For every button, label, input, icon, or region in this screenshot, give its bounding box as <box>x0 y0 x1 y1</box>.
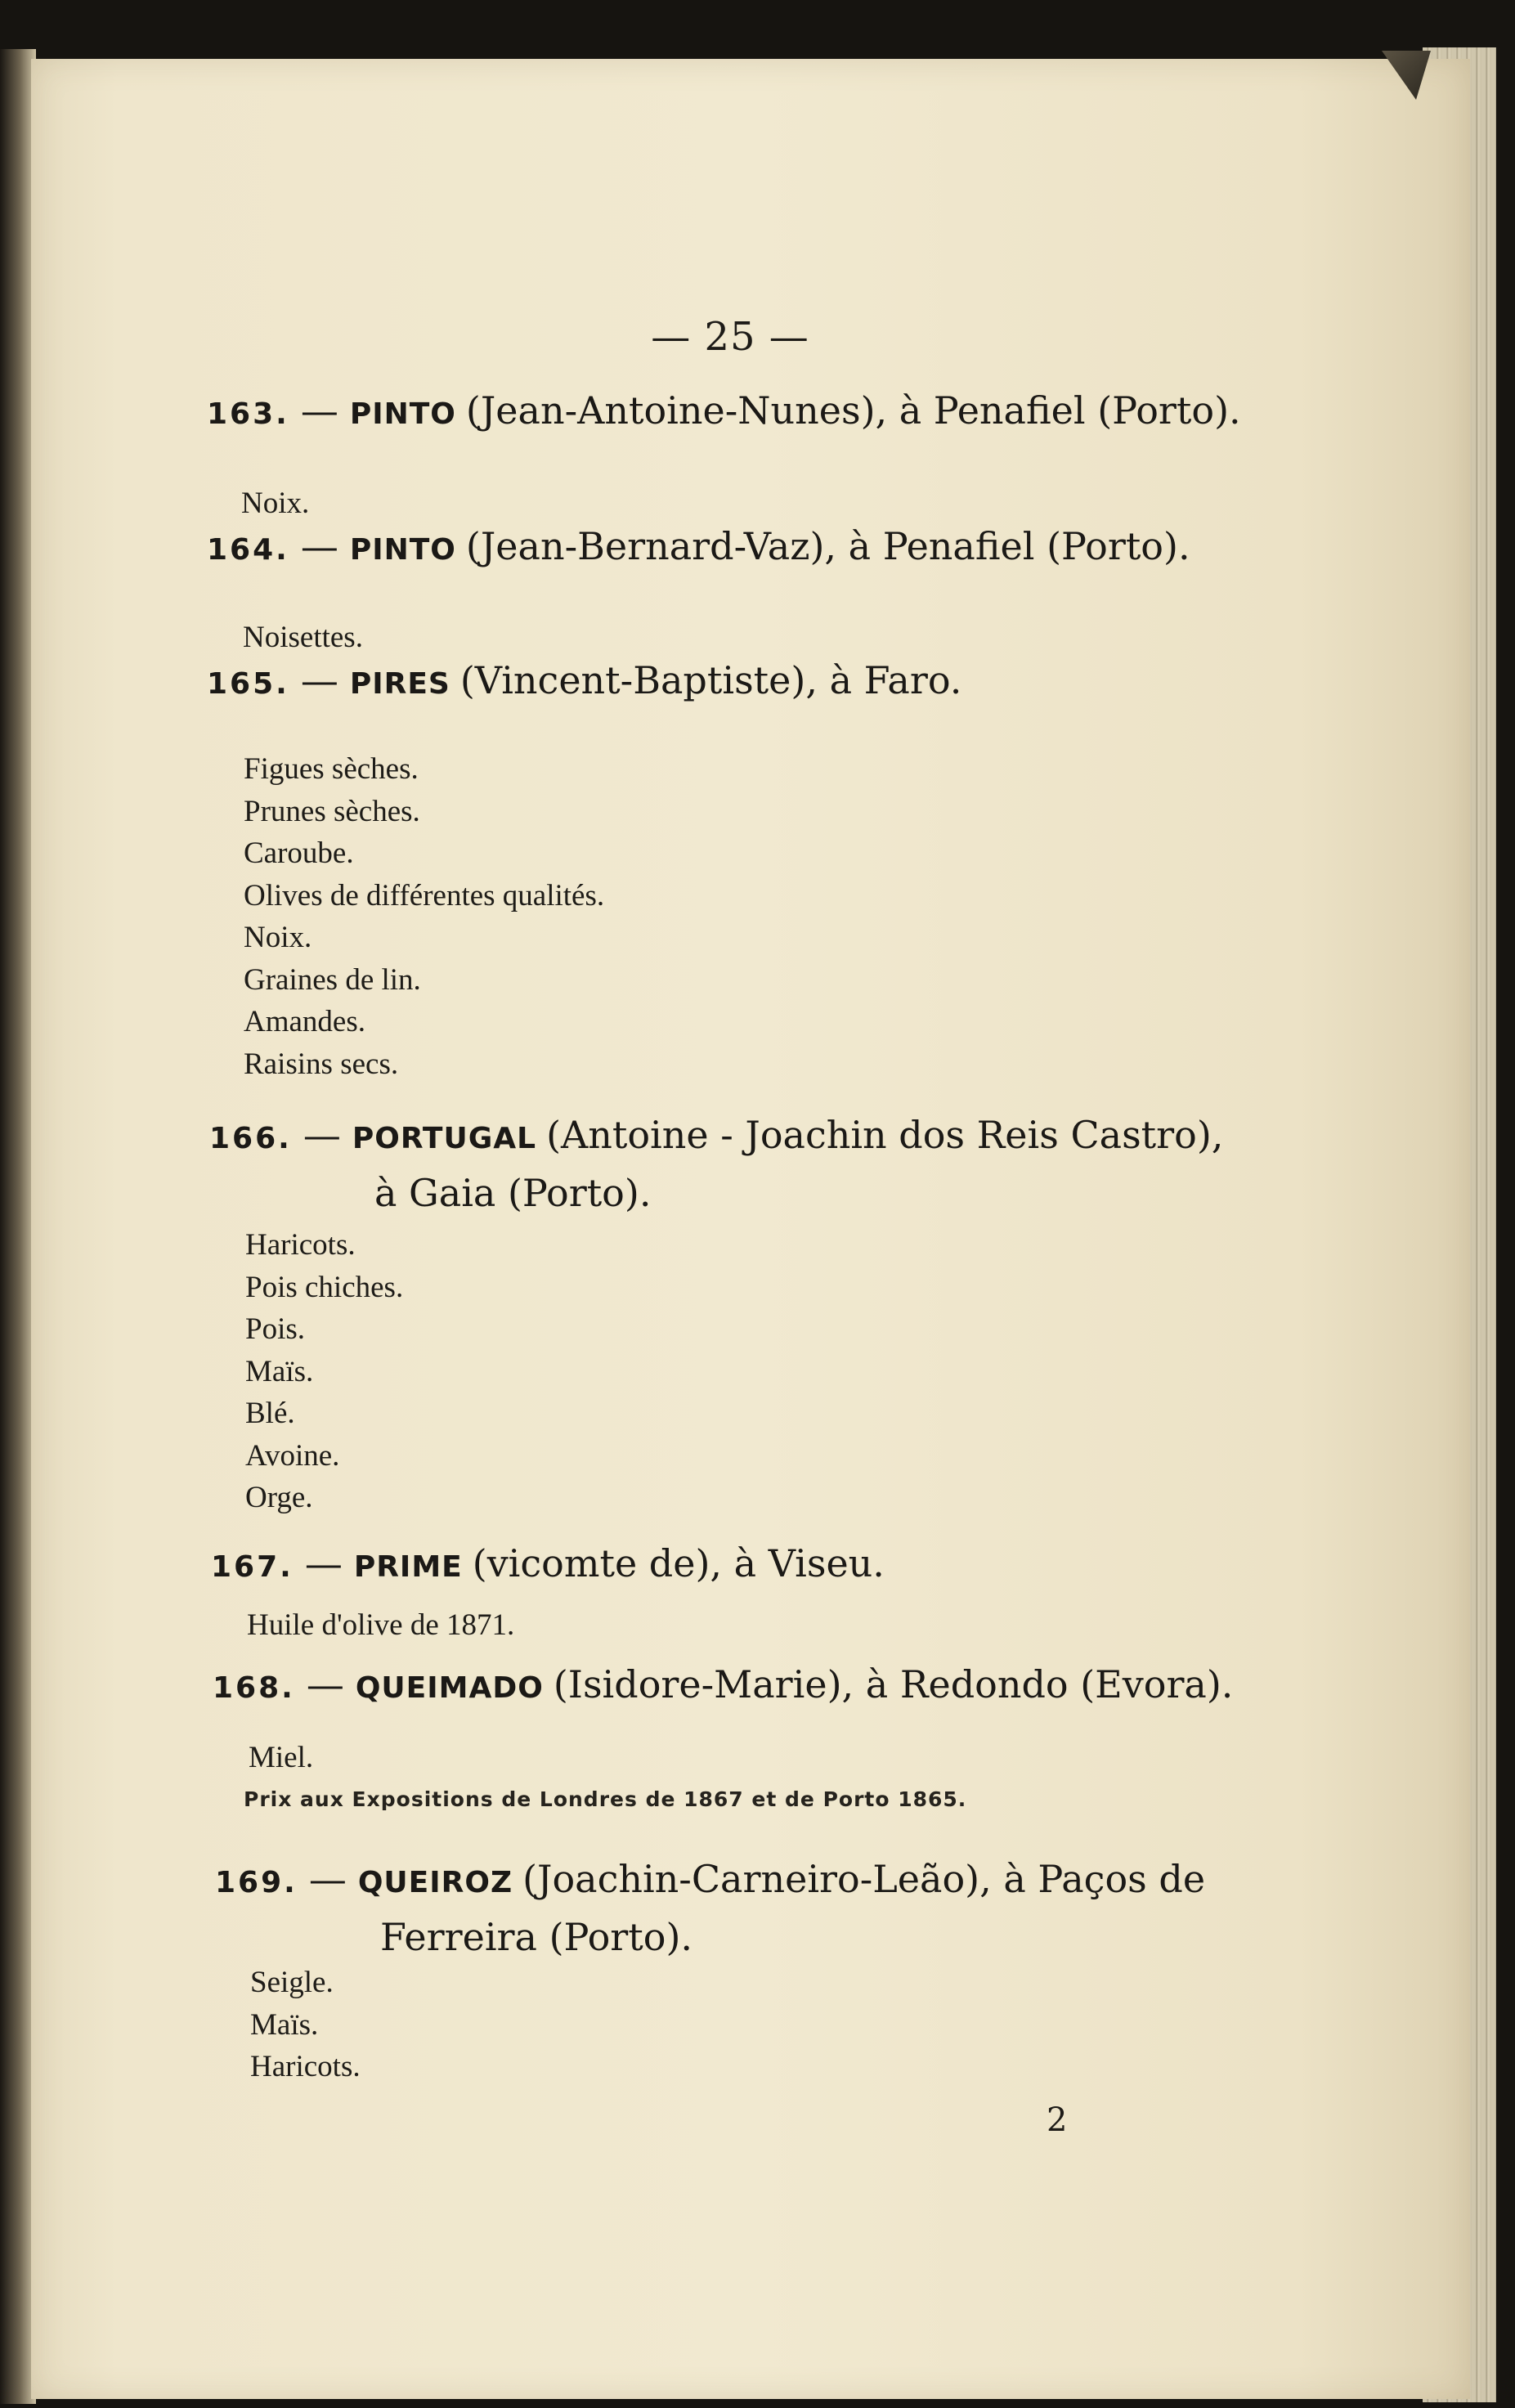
list-item: Haricots. <box>250 2050 361 2083</box>
entry-dash: — <box>303 1113 341 1157</box>
list-item: Blé. <box>245 1397 295 1430</box>
list-item: Noix. <box>244 921 312 954</box>
entry-dash: — <box>300 388 338 433</box>
list-item: Noisettes. <box>243 621 363 654</box>
list-item: Prunes sèches. <box>244 794 420 828</box>
entry-165-items <box>244 748 604 1085</box>
list-item: Maïs. <box>245 1354 314 1388</box>
entry-text-continued: Ferreira (Porto). <box>380 1915 693 1959</box>
entry-number: 168. <box>213 1671 295 1705</box>
list-item: Figues sèches. <box>244 752 419 786</box>
entry-text: (Isidore-Marie), à Redondo (Evora). <box>553 1662 1234 1706</box>
entry-dash: — <box>304 1541 343 1585</box>
list-item: Amandes. <box>244 1005 365 1038</box>
book-page <box>31 59 1470 2399</box>
entry-number: 167. <box>211 1550 294 1584</box>
list-item: Pois. <box>245 1312 306 1346</box>
entry-164-items <box>243 617 363 659</box>
entry-text: (Vincent-Baptiste), à Faro. <box>459 658 962 702</box>
entry-text: (Antoine - Joachin dos Reis Castro), <box>546 1113 1224 1157</box>
entry-name: PORTUGAL <box>352 1122 537 1155</box>
entry-169-heading <box>215 1852 1205 1964</box>
entry-166-items <box>245 1224 403 1519</box>
list-item: Seigle. <box>250 1966 334 1999</box>
entry-168-heading <box>213 1657 1233 1715</box>
list-item: Miel. <box>249 1741 314 1774</box>
entry-text: (vicomte de), à Viseu. <box>472 1541 885 1585</box>
entry-name: PIRES <box>349 667 450 701</box>
entry-dash: — <box>300 524 338 568</box>
entry-number: 165. <box>207 667 289 701</box>
list-item: Pois chiches. <box>245 1270 404 1304</box>
entry-165-heading <box>207 653 961 711</box>
entry-167-items <box>247 1604 514 1647</box>
entry-name: QUEIROZ <box>357 1866 513 1899</box>
entry-text: (Joachin-Carneiro-Leão), à Paços de <box>522 1857 1206 1901</box>
entry-number: 164. <box>207 533 289 567</box>
list-item: Haricots. <box>245 1228 356 1262</box>
list-item: Noix. <box>241 487 310 520</box>
list-item: Orge. <box>245 1481 313 1514</box>
entry-number: 163. <box>207 397 289 431</box>
entry-167-heading <box>211 1536 885 1594</box>
list-item: Graines de lin. <box>244 962 421 997</box>
list-item: Huile d'olive de 1871. <box>247 1608 515 1642</box>
entry-163-items <box>241 482 309 525</box>
page-number: — 25 — <box>651 314 809 360</box>
entry-166-heading <box>209 1108 1223 1220</box>
entry-number: 169. <box>215 1866 298 1899</box>
list-item: Olives de différentes qualités. <box>244 878 605 913</box>
list-item: Caroube. <box>244 836 354 870</box>
entry-name: PRIME <box>353 1550 463 1584</box>
entry-163-heading <box>207 383 1241 442</box>
entry-169-items <box>250 1962 361 2088</box>
entry-dash: — <box>306 1662 344 1706</box>
entry-text-continued: à Gaia (Porto). <box>374 1171 652 1215</box>
entry-text: (Jean-Bernard-Vaz), à Penafiel (Porto). <box>465 524 1190 568</box>
entry-text: (Jean-Antoine-Nunes), à Penafiel (Porto). <box>465 388 1241 433</box>
signature-mark: 2 <box>1047 2101 1068 2139</box>
list-item: Maïs. <box>250 2007 319 2042</box>
entry-dash: — <box>300 658 338 702</box>
list-item: Avoine. <box>245 1438 340 1473</box>
entry-dash: — <box>308 1857 347 1901</box>
entry-name: QUEIMADO <box>355 1671 544 1705</box>
entry-164-heading <box>207 519 1190 577</box>
entry-name: PINTO <box>349 397 456 431</box>
list-item: Raisins secs. <box>244 1047 399 1081</box>
entry-number: 166. <box>209 1122 292 1155</box>
entry-168-items <box>249 1737 313 1779</box>
entry-name: PINTO <box>349 533 456 567</box>
award-note: Prix aux Expositions de Londres de 1867 et de Porto 1865. <box>244 1787 967 1811</box>
